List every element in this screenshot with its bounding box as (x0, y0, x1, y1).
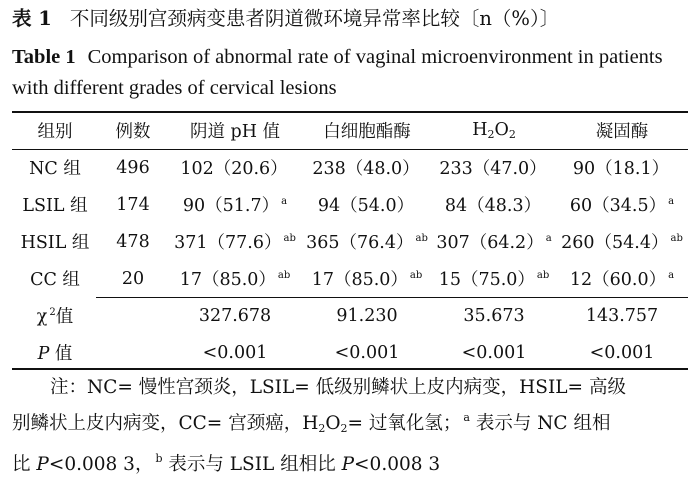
table-row (12, 186, 688, 223)
cell-le: 17（85.0） $^{ab}$ (311, 270, 423, 290)
cell-le: 365（76.4） $^{ab}$ (306, 233, 428, 253)
cell-h2o2: 307（64.2） $^a$ (436, 233, 552, 253)
cell-ph: 102（20.6） (180, 159, 288, 179)
cell-ph: 371（77.6） $^{ab}$ (174, 233, 296, 253)
cell-h2o2: 84（48.3） (444, 196, 542, 216)
table-header-row (12, 112, 688, 149)
caption-zh-title: 不同级别宫颈病变患者阴道微环境异常率比较〔n（%）〕 (69, 7, 560, 30)
chi-value-co: 143.757 (585, 305, 659, 326)
header-h2o2: $H_2O_2$ (472, 120, 516, 141)
p-value-ph: <0.001 (202, 342, 268, 363)
chi-value-h2o2: 35.673 (463, 305, 525, 326)
p-value-co: <0.001 (589, 342, 655, 363)
cell-le: 238（48.0） (312, 159, 420, 179)
p-value-row (12, 334, 688, 371)
chi-square-label: χ $^2$值 (36, 307, 74, 327)
data-table (12, 112, 688, 371)
cell-h2o2: 15（75.0） $^{ab}$ (438, 270, 550, 290)
footnote-line-1: 注：NC= 慢性宫颈炎，LSIL= 低级别鳞状上皮内病变，HSIL= 高级 (50, 377, 626, 398)
footnote-line-3: 比 P<0.008 3， $^b$ 表示与 LSIL 组相比 P<0.008 3 (12, 452, 441, 475)
cell-group: CC 组 (30, 270, 80, 290)
table-row (12, 223, 688, 260)
caption-en (12, 42, 694, 104)
table-row (12, 260, 688, 297)
header-group: 组别 (37, 122, 73, 142)
cell-co: 90（18.1） (572, 159, 670, 179)
cell-group: NC 组 (29, 159, 81, 179)
cell-co: 260（54.4） $^{ab}$ (561, 233, 683, 253)
chi-value-le: 91.230 (336, 305, 398, 326)
caption-zh (12, 6, 692, 32)
cell-count: 496 (116, 157, 150, 178)
cell-count: 20 (121, 268, 145, 289)
cell-count (98, 334, 168, 371)
caption-zh-label: 表 1 (12, 7, 52, 30)
cell-h2o2: 233（47.0） (439, 159, 547, 179)
cell-co: 60（34.5） $^a$ (569, 196, 675, 216)
table-footnote (12, 373, 692, 480)
cell-ph: 90（51.7） $^a$ (182, 196, 288, 216)
footnote-line-2: 别鳞状上皮内病变，CC= 宫颈癌，$H_2O_2=$ 过氧化氢； $^a$ 表示与 NC 组相 (12, 411, 611, 435)
cell-ph: 17（85.0） $^{ab}$ (179, 270, 291, 290)
header-leukocyte-esterase: 白细胞酯酶 (323, 122, 411, 142)
cell-group: HSIL 组 (20, 233, 90, 253)
p-value-h2o2: <0.001 (461, 342, 527, 363)
cell-co: 12（60.0） $^a$ (569, 270, 675, 290)
cell-group: LSIL 组 (22, 196, 88, 216)
caption-en-label: Table 1 (12, 46, 76, 68)
header-count: 例数 (115, 122, 151, 142)
chi-square-row (12, 297, 688, 334)
header-coagulase: 凝固酶 (595, 122, 649, 142)
chi-value-ph: 327.678 (198, 305, 272, 326)
cell-count: 174 (116, 194, 150, 215)
header-ph: 阴道 pH 值 (189, 122, 281, 142)
p-value-le: <0.001 (334, 342, 400, 363)
table-row (12, 149, 688, 186)
p-value-label: P 值 (37, 344, 73, 364)
cell-count (98, 297, 168, 334)
caption-en-title: Comparison of abnormal rate of vaginal microenvironment in patients with different grades of cervical lesions (12, 46, 663, 99)
cell-count: 478 (116, 231, 150, 252)
cell-le: 94（54.0） (317, 196, 415, 216)
